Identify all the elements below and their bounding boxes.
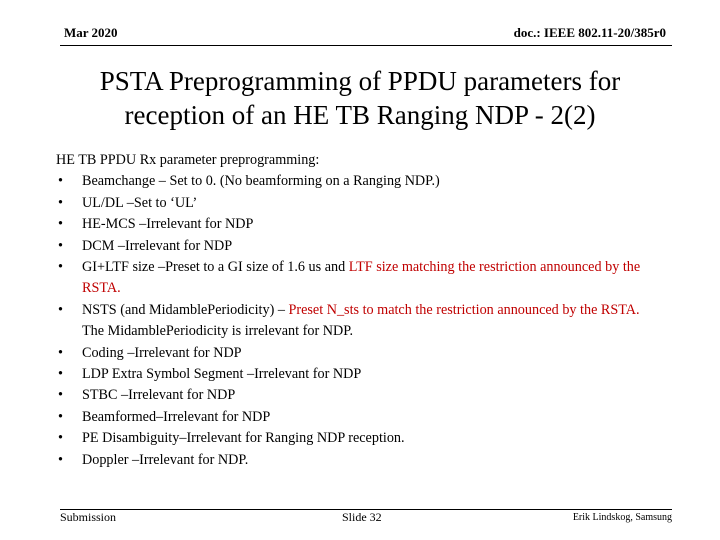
footer-submission: Submission	[60, 510, 117, 524]
slide-title-line-1: PSTA Preprogramming of PPDU parameters for	[99, 66, 621, 96]
list-item	[56, 450, 656, 471]
slide-title	[40, 64, 680, 132]
list-item	[56, 257, 656, 300]
bullet-icon: •	[58, 387, 63, 404]
footer-slide-number: Slide 32	[342, 510, 382, 524]
intro-text: HE TB PPDU Rx parameter preprogramming:	[56, 152, 320, 168]
bullet-icon: •	[58, 366, 63, 383]
bullet-icon: •	[58, 344, 63, 361]
bullet-icon: •	[58, 216, 63, 233]
header-document-id: doc.: IEEE 802.11-20/385r0	[513, 25, 666, 40]
parameter-list	[56, 171, 656, 471]
list-item-text: Coding –Irrelevant for NDP	[82, 344, 242, 361]
list-item	[56, 343, 656, 364]
bullet-icon: •	[58, 237, 63, 254]
bullet-icon: •	[58, 301, 63, 318]
header-divider	[60, 45, 672, 46]
list-item-text-tail: The MidamblePeriodicity is irrelevant for NDP.	[82, 323, 354, 340]
bullet-icon: •	[58, 173, 63, 190]
slide-body	[56, 150, 656, 471]
footer-author: Erik Lindskog, Samsung	[572, 512, 672, 523]
bullet-icon: •	[58, 408, 63, 425]
list-item	[56, 385, 656, 406]
list-item-text: UL/DL –Set to ‘UL’	[82, 194, 198, 211]
list-item	[56, 193, 656, 214]
list-item	[56, 364, 656, 385]
list-item-text: STBC –Irrelevant for NDP	[82, 387, 236, 404]
bullet-icon: •	[58, 259, 63, 276]
list-item-text: LDP Extra Symbol Segment –Irrelevant for NDP	[82, 366, 362, 383]
list-item-text: DCM –Irrelevant for NDP	[82, 237, 233, 254]
list-item	[56, 300, 656, 343]
list-item-text: Doppler –Irrelevant for NDP.	[82, 451, 249, 468]
bullet-icon: •	[58, 451, 63, 468]
slide-title-line-2: reception of an HE TB Ranging NDP - 2(2)	[124, 100, 596, 130]
list-item-text: HE-MCS –Irrelevant for NDP	[82, 216, 254, 233]
list-item-text: Beamformed–Irrelevant for NDP	[82, 408, 271, 425]
bullet-icon: •	[58, 194, 63, 211]
list-item	[56, 214, 656, 235]
list-item	[56, 407, 656, 428]
bullet-icon: •	[58, 430, 63, 447]
list-item-text: GI+LTF size –Preset to a GI size of 1.6 us and	[82, 259, 349, 276]
list-item	[56, 236, 656, 257]
list-item-text: NSTS (and MidamblePeriodicity) –	[82, 301, 289, 318]
list-item	[56, 428, 656, 449]
header-date: Mar 2020	[64, 25, 118, 40]
list-item-highlight: LTF size matching the restriction announced by the RSTA.	[82, 259, 641, 297]
list-item-text: PE Disambiguity–Irrelevant for Ranging NDP reception.	[82, 430, 405, 447]
list-item-text: Beamchange – Set to 0. (No beamforming on a Ranging NDP.)	[82, 173, 440, 190]
list-item	[56, 171, 656, 192]
list-item-highlight: Preset N_sts to match the restriction announced by the RSTA.	[288, 301, 640, 318]
